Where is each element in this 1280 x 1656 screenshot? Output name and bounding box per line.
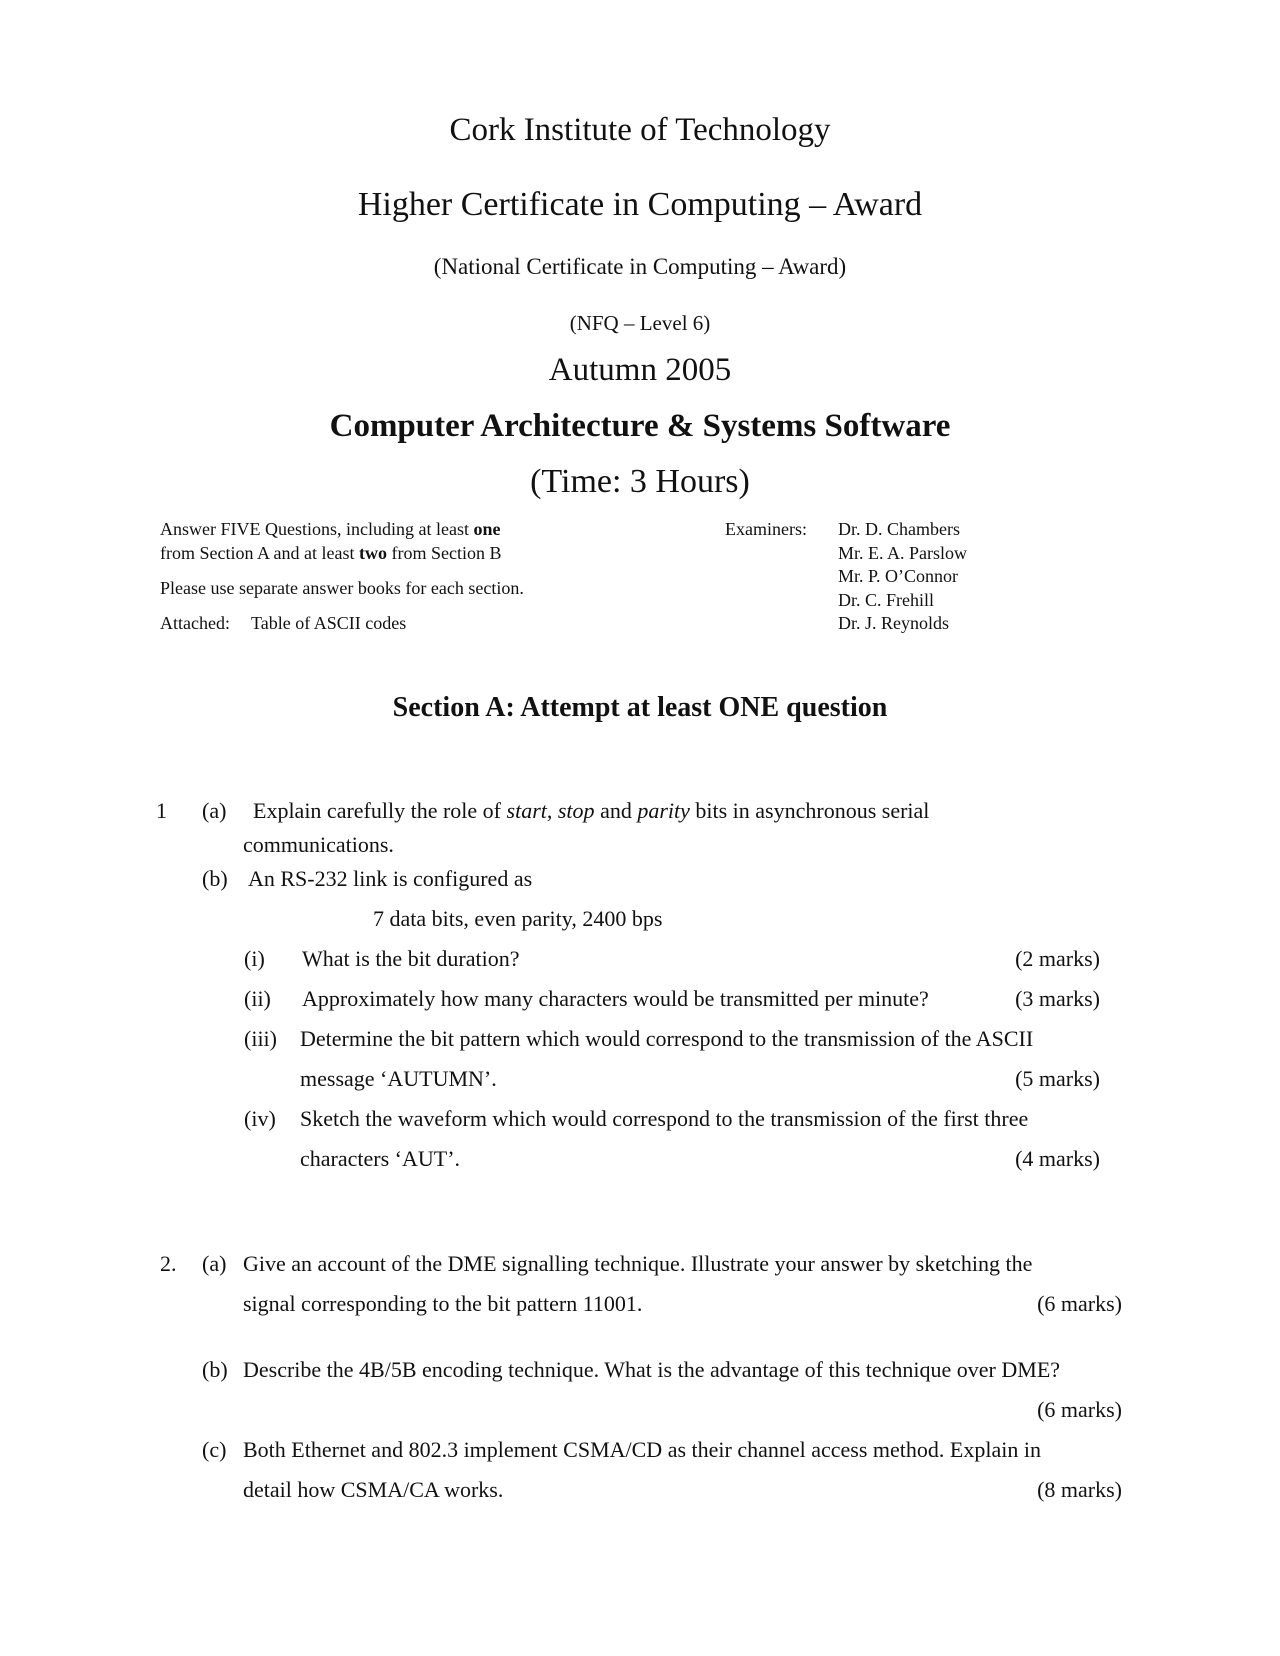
examiner-name: Dr. J. Reynolds bbox=[838, 613, 950, 633]
national-programme: (National Certificate in Computing – Award) bbox=[433, 254, 847, 279]
exam-session: Autumn 2005 bbox=[548, 352, 732, 388]
marks: (4 marks) bbox=[1015, 1146, 1100, 1171]
question-text: detail how CSMA/CA works. bbox=[243, 1477, 504, 1502]
marks: (6 marks) bbox=[1037, 1397, 1122, 1422]
subpart-text: Approximately how many characters would be transmitted per minute? bbox=[302, 986, 929, 1011]
marks: (5 marks) bbox=[1015, 1066, 1100, 1091]
subpart-text: characters ‘AUT’. bbox=[300, 1146, 461, 1171]
marks: (8 marks) bbox=[1037, 1477, 1122, 1502]
question-number: 1 bbox=[156, 798, 167, 823]
subpart-label: (iv) bbox=[244, 1106, 276, 1131]
nfq-level: (NFQ – Level 6) bbox=[569, 311, 711, 335]
subpart-text: Determine the bit pattern which would correspond to the transmission of the ASCII bbox=[300, 1026, 1034, 1051]
marks: (2 marks) bbox=[1015, 946, 1100, 971]
institution-title: Cork Institute of Technology bbox=[449, 112, 831, 148]
examiner-name: Mr. P. O’Connor bbox=[838, 566, 959, 586]
examiner-name: Mr. E. A. Parslow bbox=[838, 543, 968, 563]
question-text: Explain carefully the role of start, stop and parity bits in asynchronous serial bbox=[253, 798, 930, 823]
question-text: Describe the 4B/5B encoding technique. What is the advantage of this technique over DME? bbox=[243, 1357, 1061, 1382]
subject-title: Computer Architecture & Systems Software bbox=[329, 408, 951, 444]
subpart-label: (i) bbox=[244, 946, 265, 971]
instruction-line-2: from Section A and at least two from Section B bbox=[160, 543, 502, 563]
part-label: (b) bbox=[202, 866, 228, 891]
part-label: (a) bbox=[202, 798, 227, 823]
examiner-name: Dr. D. Chambers bbox=[838, 519, 960, 539]
instruction-line-3: Please use separate answer books for each section. bbox=[160, 578, 524, 598]
link-configuration: 7 data bits, even parity, 2400 bps bbox=[373, 906, 663, 931]
subpart-text: What is the bit duration? bbox=[302, 946, 520, 971]
question-text: Both Ethernet and 802.3 implement CSMA/CD as their channel access method. Explain in bbox=[243, 1437, 1041, 1462]
marks: (6 marks) bbox=[1037, 1291, 1122, 1316]
marks: (3 marks) bbox=[1015, 986, 1100, 1011]
question-text: signal corresponding to the bit pattern 11001. bbox=[243, 1291, 643, 1316]
question-text: communications. bbox=[243, 832, 394, 857]
exam-duration: (Time: 3 Hours) bbox=[530, 463, 750, 500]
subpart-label: (iii) bbox=[244, 1026, 277, 1051]
examiner-name: Dr. C. Frehill bbox=[838, 590, 935, 610]
question-text: An RS-232 link is configured as bbox=[248, 866, 533, 891]
subpart-text: Sketch the waveform which would correspond to the transmission of the first three bbox=[300, 1106, 1029, 1131]
subpart-label: (ii) bbox=[244, 986, 271, 1011]
instruction-line-1: Answer FIVE Questions, including at least one bbox=[160, 519, 501, 539]
attached-value: Table of ASCII codes bbox=[251, 613, 407, 633]
part-label: (a) bbox=[202, 1251, 227, 1276]
part-label: (b) bbox=[202, 1357, 228, 1382]
section-a-heading: Section A: Attempt at least ONE question bbox=[392, 692, 888, 723]
question-number: 2. bbox=[160, 1251, 177, 1276]
attached-label: Attached: bbox=[160, 613, 230, 633]
part-label: (c) bbox=[202, 1437, 227, 1462]
examiners-label: Examiners: bbox=[725, 519, 807, 539]
programme-title: Higher Certificate in Computing – Award bbox=[357, 186, 923, 223]
question-text: Give an account of the DME signalling technique. Illustrate your answer by sketching the bbox=[243, 1251, 1033, 1276]
subpart-text: message ‘AUTUMN’. bbox=[300, 1066, 497, 1091]
